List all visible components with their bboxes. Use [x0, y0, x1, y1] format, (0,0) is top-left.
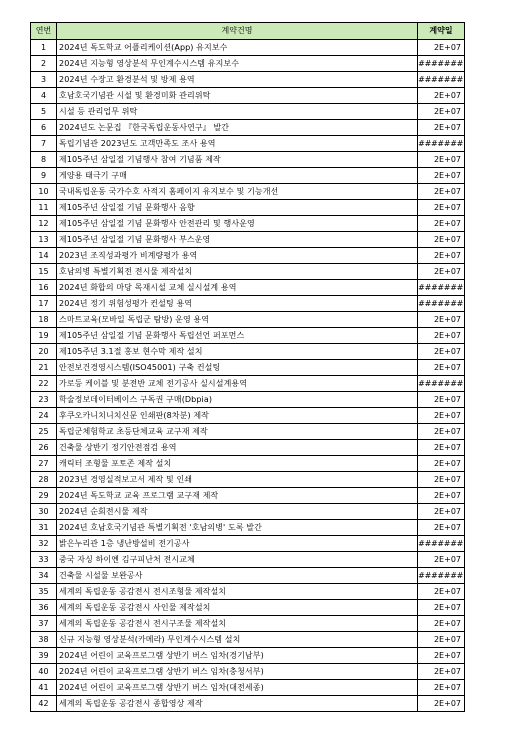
table-row: [31, 616, 465, 632]
header-row: [31, 23, 465, 40]
row-number-cell[interactable]: 33: [31, 552, 57, 568]
contract-name-cell[interactable]: 세계의 독립운동 공감전시 전시구조물 제작설치: [57, 616, 418, 632]
contract-date-cell[interactable]: 2E+07: [418, 664, 465, 680]
contract-table: [30, 22, 465, 712]
contract-name-cell[interactable]: 제105주년 3.1절 홍보 현수막 제작 설치: [57, 344, 418, 360]
contract-date-cell[interactable]: 2E+07: [418, 488, 465, 504]
contract-name-cell[interactable]: 2024년 호남호국기념관 특별기획전 '호남의병' 도록 발간: [57, 520, 418, 536]
row-number-cell[interactable]: 37: [31, 616, 57, 632]
contract-date-cell[interactable]: 2E+07: [418, 680, 465, 696]
table-row: [31, 360, 465, 376]
row-number-cell[interactable]: 34: [31, 568, 57, 584]
row-number-cell[interactable]: 20: [31, 344, 57, 360]
row-number-cell[interactable]: 2: [31, 56, 57, 72]
contract-name-cell[interactable]: 2024년 지능형 영상분석 무인계수시스템 유지보수: [57, 56, 418, 72]
row-number-cell[interactable]: 13: [31, 232, 57, 248]
contract-date-cell[interactable]: #######: [418, 536, 465, 552]
table-row: [31, 664, 465, 680]
table-row: [31, 536, 465, 552]
contract-name-cell[interactable]: 제105주년 삼일절 기념 문화행사 안전관리 및 행사운영: [57, 216, 418, 232]
row-number-cell[interactable]: 5: [31, 104, 57, 120]
contract-name-cell[interactable]: 2024년 순회전시물 제작: [57, 504, 418, 520]
contract-name-cell[interactable]: 밝은누리관 1층 냉난방설비 전기공사: [57, 536, 418, 552]
contract-date-cell[interactable]: 2E+07: [418, 408, 465, 424]
contract-date-cell[interactable]: 2E+07: [418, 200, 465, 216]
table-row: [31, 472, 465, 488]
row-number-cell[interactable]: 24: [31, 408, 57, 424]
table-row: [31, 376, 465, 392]
contract-date-cell[interactable]: 2E+07: [418, 232, 465, 248]
contract-date-cell[interactable]: #######: [418, 376, 465, 392]
contract-date-cell[interactable]: 2E+07: [418, 152, 465, 168]
contract-name-cell[interactable]: 제105주년 삼일절 기념 문화행사 부스운영: [57, 232, 418, 248]
row-number-cell[interactable]: 23: [31, 392, 57, 408]
row-number-cell[interactable]: 16: [31, 280, 57, 296]
contract-name-cell[interactable]: 제105주년 삼일절 기념행사 참여 기념품 제작: [57, 152, 418, 168]
table-row: [31, 56, 465, 72]
table-row: [31, 696, 465, 712]
contract-date-cell[interactable]: 2E+07: [418, 392, 465, 408]
contract-date-cell[interactable]: 2E+07: [418, 168, 465, 184]
row-number-cell[interactable]: 15: [31, 264, 57, 280]
contract-name-cell[interactable]: 게양용 태극기 구매: [57, 168, 418, 184]
row-number-cell[interactable]: 17: [31, 296, 57, 312]
contract-date-cell[interactable]: #######: [418, 72, 465, 88]
contract-date-cell[interactable]: 2E+07: [418, 88, 465, 104]
contract-name-cell[interactable]: 세계의 독립운동 공감전시 종합영상 제작: [57, 696, 418, 712]
contract-date-cell[interactable]: #######: [418, 568, 465, 584]
row-number-cell[interactable]: 41: [31, 680, 57, 696]
row-number-cell[interactable]: 26: [31, 440, 57, 456]
contract-sheet: [30, 22, 464, 712]
contract-date-cell[interactable]: 2E+07: [418, 600, 465, 616]
row-number-cell[interactable]: 7: [31, 136, 57, 152]
table-row: [31, 568, 465, 584]
contract-date-cell[interactable]: 2E+07: [418, 472, 465, 488]
row-number-cell[interactable]: 27: [31, 456, 57, 472]
row-number-cell[interactable]: 8: [31, 152, 57, 168]
table-row: [31, 600, 465, 616]
row-number-cell[interactable]: 10: [31, 184, 57, 200]
contract-date-cell[interactable]: 2E+07: [418, 40, 465, 56]
table-row: [31, 344, 465, 360]
contract-name-cell[interactable]: 독립기념관 2023년도 고객만족도 조사 용역: [57, 136, 418, 152]
row-number-cell[interactable]: 25: [31, 424, 57, 440]
contract-name-cell[interactable]: 제105주년 삼일절 기념 문화행사 음향: [57, 200, 418, 216]
row-number-cell[interactable]: 1: [31, 40, 57, 56]
row-number-cell[interactable]: 22: [31, 376, 57, 392]
row-number-cell[interactable]: 3: [31, 72, 57, 88]
row-number-cell[interactable]: 42: [31, 696, 57, 712]
contract-name-cell[interactable]: 건축물 상반기 정기안전점검 용역: [57, 440, 418, 456]
contract-date-cell[interactable]: 2E+07: [418, 632, 465, 648]
header-name[interactable]: 계약건명: [57, 23, 418, 40]
table-row: [31, 248, 465, 264]
contract-name-cell[interactable]: 2024년 정기 위험성평가 컨설팅 용역: [57, 296, 418, 312]
contract-date-cell[interactable]: 2E+07: [418, 248, 465, 264]
contract-name-cell[interactable]: 안전보건경영시스템(ISO45001) 구축 컨설팅: [57, 360, 418, 376]
table-row: [31, 312, 465, 328]
contract-date-cell[interactable]: 2E+07: [418, 520, 465, 536]
row-number-cell[interactable]: 40: [31, 664, 57, 680]
header-date[interactable]: 계약일: [418, 23, 465, 40]
table-row: [31, 40, 465, 56]
contract-name-cell[interactable]: 가로등 케이블 및 분전반 교체 전기공사 실시설계용역: [57, 376, 418, 392]
contract-date-cell[interactable]: #######: [418, 296, 465, 312]
contract-name-cell[interactable]: 세계의 독립운동 공감전시 사인물 제작설치: [57, 600, 418, 616]
contract-name-cell[interactable]: 2024년 독도학교 어플리케이션(App) 유지보수: [57, 40, 418, 56]
table-row: [31, 184, 465, 200]
row-number-cell[interactable]: 32: [31, 536, 57, 552]
contract-name-cell[interactable]: 스마트교육(모바일 독립군 탐방) 운영 용역: [57, 312, 418, 328]
contract-date-cell[interactable]: 2E+07: [418, 616, 465, 632]
contract-name-cell[interactable]: 학술정보데이터베이스 구독권 구매(Dbpia): [57, 392, 418, 408]
row-number-cell[interactable]: 14: [31, 248, 57, 264]
table-row: [31, 88, 465, 104]
row-number-cell[interactable]: 28: [31, 472, 57, 488]
contract-name-cell[interactable]: 2024년 화합의 마당 목재시설 교체 실시설계 용역: [57, 280, 418, 296]
contract-date-cell[interactable]: 2E+07: [418, 344, 465, 360]
row-number-cell[interactable]: 30: [31, 504, 57, 520]
contract-name-cell[interactable]: 세계의 독립운동 공감전시 전시조형물 제작설치: [57, 584, 418, 600]
row-number-cell[interactable]: 35: [31, 584, 57, 600]
contract-date-cell[interactable]: 2E+07: [418, 328, 465, 344]
header-no[interactable]: 연번: [31, 23, 57, 40]
table-row: [31, 424, 465, 440]
table-row: [31, 584, 465, 600]
contract-name-cell[interactable]: 신규 지능형 영상분석(카메라) 무인계수시스템 설치: [57, 632, 418, 648]
table-row: [31, 120, 465, 136]
contract-name-cell[interactable]: 중국 자싱 하이옌 김구피난처 전시교체: [57, 552, 418, 568]
contract-name-cell[interactable]: 2023년 경영실적보고서 제작 및 인쇄: [57, 472, 418, 488]
table-row: [31, 328, 465, 344]
contract-date-cell[interactable]: 2E+07: [418, 120, 465, 136]
contract-date-cell[interactable]: 2E+07: [418, 648, 465, 664]
row-number-cell[interactable]: 18: [31, 312, 57, 328]
table-row: [31, 264, 465, 280]
contract-name-cell[interactable]: 호남의병 특별기획전 전시물 제작설치: [57, 264, 418, 280]
table-row: [31, 296, 465, 312]
contract-name-cell[interactable]: 후쿠오카니치니치신문 인쇄판(8차분) 제작: [57, 408, 418, 424]
contract-date-cell[interactable]: 2E+07: [418, 264, 465, 280]
table-row: [31, 520, 465, 536]
table-row: [31, 104, 465, 120]
table-row: [31, 488, 465, 504]
table-body: [31, 40, 465, 712]
contract-date-cell[interactable]: 2E+07: [418, 184, 465, 200]
contract-date-cell[interactable]: 2E+07: [418, 440, 465, 456]
row-number-cell[interactable]: 19: [31, 328, 57, 344]
contract-date-cell[interactable]: 2E+07: [418, 424, 465, 440]
contract-name-cell[interactable]: 2024년 어린이 교육프로그램 상반기 버스 임차(대전세종): [57, 680, 418, 696]
table-row: [31, 408, 465, 424]
contract-date-cell[interactable]: 2E+07: [418, 360, 465, 376]
contract-name-cell[interactable]: 호남호국기념관 시설 및 환경미화 관리위탁: [57, 88, 418, 104]
table-row: [31, 392, 465, 408]
table-row: [31, 552, 465, 568]
row-number-cell[interactable]: 21: [31, 360, 57, 376]
row-number-cell[interactable]: 36: [31, 600, 57, 616]
row-number-cell[interactable]: 38: [31, 632, 57, 648]
table-row: [31, 280, 465, 296]
contract-date-cell[interactable]: 2E+07: [418, 584, 465, 600]
table-row: [31, 648, 465, 664]
contract-date-cell[interactable]: #######: [418, 56, 465, 72]
table-row: [31, 504, 465, 520]
table-row: [31, 168, 465, 184]
table-row: [31, 72, 465, 88]
contract-date-cell[interactable]: #######: [418, 136, 465, 152]
contract-date-cell[interactable]: 2E+07: [418, 696, 465, 712]
contract-date-cell[interactable]: 2E+07: [418, 456, 465, 472]
table-row: [31, 136, 465, 152]
contract-date-cell[interactable]: #######: [418, 280, 465, 296]
contract-name-cell[interactable]: 2023년 조직성과평가 비계량평가 용역: [57, 248, 418, 264]
row-number-cell[interactable]: 12: [31, 216, 57, 232]
table-row: [31, 216, 465, 232]
contract-name-cell[interactable]: 시설 등 관리업무 위탁: [57, 104, 418, 120]
row-number-cell[interactable]: 6: [31, 120, 57, 136]
row-number-cell[interactable]: 31: [31, 520, 57, 536]
contract-name-cell[interactable]: 2024년 어린이 교육프로그램 상반기 버스 임차(충청서부): [57, 664, 418, 680]
contract-date-cell[interactable]: 2E+07: [418, 552, 465, 568]
contract-name-cell[interactable]: 독립군체험학교 초등단체교육 교구재 제작: [57, 424, 418, 440]
contract-date-cell[interactable]: 2E+07: [418, 104, 465, 120]
row-number-cell[interactable]: 29: [31, 488, 57, 504]
table-row: [31, 152, 465, 168]
table-row: [31, 456, 465, 472]
contract-name-cell[interactable]: 2024년 어린이 교육프로그램 상반기 버스 임차(경기남부): [57, 648, 418, 664]
table-row: [31, 232, 465, 248]
contract-date-cell[interactable]: 2E+07: [418, 504, 465, 520]
contract-name-cell[interactable]: 캐릭터 조형물 포토존 제작 설치: [57, 456, 418, 472]
contract-date-cell[interactable]: 2E+07: [418, 312, 465, 328]
contract-name-cell[interactable]: 2024년도 논문집 『한국독립운동사연구』 발간: [57, 120, 418, 136]
row-number-cell[interactable]: 9: [31, 168, 57, 184]
row-number-cell[interactable]: 4: [31, 88, 57, 104]
contract-name-cell[interactable]: 건축물 시설물 보완공사: [57, 568, 418, 584]
row-number-cell[interactable]: 39: [31, 648, 57, 664]
table-row: [31, 632, 465, 648]
table-row: [31, 440, 465, 456]
table-row: [31, 200, 465, 216]
contract-name-cell[interactable]: 2024년 독도학교 교육 프로그램 교구재 제작: [57, 488, 418, 504]
contract-name-cell[interactable]: 2024년 수장고 환경분석 및 방제 용역: [57, 72, 418, 88]
contract-name-cell[interactable]: 제105주년 삼일절 기념 문화행사 독립선언 퍼포먼스: [57, 328, 418, 344]
row-number-cell[interactable]: 11: [31, 200, 57, 216]
contract-date-cell[interactable]: 2E+07: [418, 216, 465, 232]
table-row: [31, 680, 465, 696]
contract-name-cell[interactable]: 국내독립운동 국가수호 사적지 홈페이지 유지보수 및 기능개선: [57, 184, 418, 200]
